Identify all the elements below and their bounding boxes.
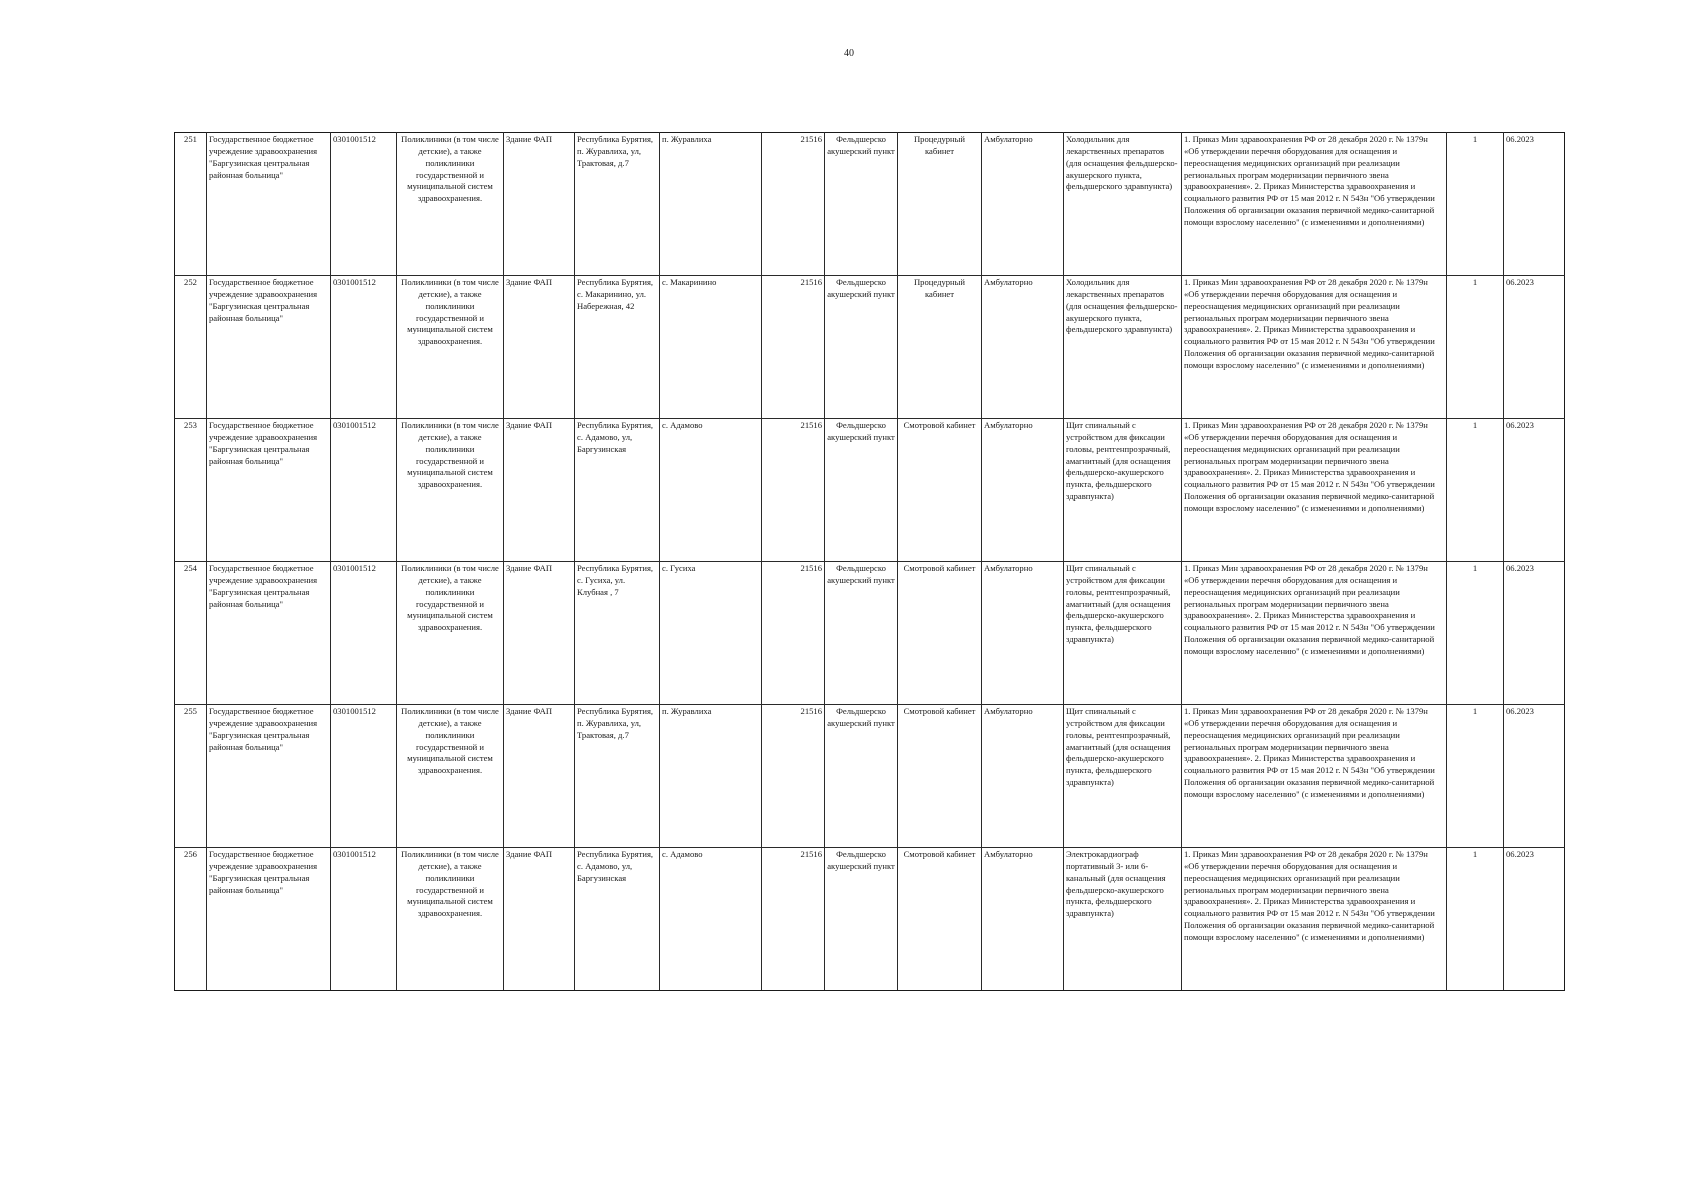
equipment-cell: Электрокардиограф портативный 3- или 6-канальный (для оснащения фельдшерско-акушерского пункта, фельдшерского здравпункта) bbox=[1064, 848, 1182, 991]
care-mode-cell: Амбулаторно bbox=[982, 562, 1064, 705]
room-cell: Процедурный кабинет bbox=[898, 133, 982, 276]
care-mode-cell: Амбулаторно bbox=[982, 848, 1064, 991]
row-number-cell: 252 bbox=[175, 276, 207, 419]
quantity-cell: 1 bbox=[1447, 276, 1504, 419]
unit-cell: Фельдшерско акушерский пункт bbox=[825, 276, 898, 419]
room-cell: Смотровой кабинет bbox=[898, 705, 982, 848]
building-cell: Здание ФАП bbox=[504, 848, 575, 991]
building-cell: Здание ФАП bbox=[504, 276, 575, 419]
building-cell: Здание ФАП bbox=[504, 133, 575, 276]
facility-type-cell: Поликлиники (в том числе детские), а также поликлиники государственной и муниципальной систем здравоохранения. bbox=[397, 419, 504, 562]
care-mode-cell: Амбулаторно bbox=[982, 133, 1064, 276]
date-cell: 06.2023 bbox=[1504, 133, 1565, 276]
room-cell: Смотровой кабинет bbox=[898, 848, 982, 991]
equipment-cell: Холодильник для лекарственных препаратов (для оснащения фельдшерско-акушерского пункта, фельдшерского здравпункта) bbox=[1064, 276, 1182, 419]
row-number-cell: 254 bbox=[175, 562, 207, 705]
legal-basis-cell: 1. Приказ Мин здравоохранения РФ от 28 декабря 2020 г. № 1379н «Об утверждении перечня оборудования для оснащения и переоснащения медицинских организаций при реализации региональных програм модернизации первичного звена здравоохранения». 2. Приказ Министерства здравоохранения и социального развития РФ от 15 мая 2012 г. N 543н "Об утверждении Положения об организации оказания первичной медико-санитарной помощи взрослому населению" (с изменениями и дополнениями) bbox=[1182, 705, 1447, 848]
unit-cell: Фельдшерско акушерский пункт bbox=[825, 562, 898, 705]
room-cell: Смотровой кабинет bbox=[898, 562, 982, 705]
address-cell: Республика Бурятия, п. Журавлиха, ул, Трактовая, д.7 bbox=[575, 705, 660, 848]
quantity-cell: 1 bbox=[1447, 848, 1504, 991]
legal-basis-cell: 1. Приказ Мин здравоохранения РФ от 28 декабря 2020 г. № 1379н «Об утверждении перечня оборудования для оснащения и переоснащения медицинских организаций при реализации региональных програм модернизации первичного звена здравоохранения». 2. Приказ Министерства здравоохранения и социального развития РФ от 15 мая 2012 г. N 543н "Об утверждении Положения об организации оказания первичной медико-санитарной помощи взрослому населению" (с изменениями и дополнениями) bbox=[1182, 419, 1447, 562]
equipment-cell: Щит спинальный с устройством для фиксации головы, рентгенпрозрачный, амагнитный (для оснащения фельдшерско-акушерского пункта, фельдшерского здравпункта) bbox=[1064, 705, 1182, 848]
room-cell: Процедурный кабинет bbox=[898, 276, 982, 419]
kpp-cell: 0301001512 bbox=[331, 705, 397, 848]
locality-cell: с. Адамово bbox=[660, 848, 762, 991]
care-mode-cell: Амбулаторно bbox=[982, 276, 1064, 419]
organization-cell: Государственное бюджетное учреждение здравоохранения "Баргузинская центральная районная больница" bbox=[207, 705, 331, 848]
quantity-cell: 1 bbox=[1447, 705, 1504, 848]
code-cell: 21516 bbox=[762, 419, 825, 562]
locality-cell: с. Гусиха bbox=[660, 562, 762, 705]
table-row bbox=[175, 705, 1565, 848]
quantity-cell: 1 bbox=[1447, 562, 1504, 705]
page-number: 40 bbox=[844, 48, 854, 59]
locality-cell: п. Журавлиха bbox=[660, 133, 762, 276]
row-number-cell: 253 bbox=[175, 419, 207, 562]
table-row bbox=[175, 419, 1565, 562]
organization-cell: Государственное бюджетное учреждение здравоохранения "Баргузинская центральная районная больница" bbox=[207, 419, 331, 562]
unit-cell: Фельдшерско акушерский пункт bbox=[825, 133, 898, 276]
kpp-cell: 0301001512 bbox=[331, 419, 397, 562]
kpp-cell: 0301001512 bbox=[331, 562, 397, 705]
locality-cell: с. Макаринино bbox=[660, 276, 762, 419]
legal-basis-cell: 1. Приказ Мин здравоохранения РФ от 28 декабря 2020 г. № 1379н «Об утверждении перечня оборудования для оснащения и переоснащения медицинских организаций при реализации региональных програм модернизации первичного звена здравоохранения». 2. Приказ Министерства здравоохранения и социального развития РФ от 15 мая 2012 г. N 543н "Об утверждении Положения об организации оказания первичной медико-санитарной помощи взрослому населению" (с изменениями и дополнениями) bbox=[1182, 848, 1447, 991]
equipment-register-table bbox=[174, 132, 1565, 991]
legal-basis-cell: 1. Приказ Мин здравоохранения РФ от 28 декабря 2020 г. № 1379н «Об утверждении перечня оборудования для оснащения и переоснащения медицинских организаций при реализации региональных програм модернизации первичного звена здравоохранения». 2. Приказ Министерства здравоохранения и социального развития РФ от 15 мая 2012 г. N 543н "Об утверждении Положения об организации оказания первичной медико-санитарной помощи взрослому населению" (с изменениями и дополнениями) bbox=[1182, 133, 1447, 276]
organization-cell: Государственное бюджетное учреждение здравоохранения "Баргузинская центральная районная больница" bbox=[207, 848, 331, 991]
date-cell: 06.2023 bbox=[1504, 276, 1565, 419]
care-mode-cell: Амбулаторно bbox=[982, 419, 1064, 562]
table-row bbox=[175, 276, 1565, 419]
organization-cell: Государственное бюджетное учреждение здравоохранения "Баргузинская центральная районная больница" bbox=[207, 276, 331, 419]
facility-type-cell: Поликлиники (в том числе детские), а также поликлиники государственной и муниципальной систем здравоохранения. bbox=[397, 276, 504, 419]
equipment-cell: Холодильник для лекарственных препаратов (для оснащения фельдшерско-акушерского пункта, фельдшерского здравпункта) bbox=[1064, 133, 1182, 276]
care-mode-cell: Амбулаторно bbox=[982, 705, 1064, 848]
row-number-cell: 255 bbox=[175, 705, 207, 848]
address-cell: Республика Бурятия, с. Гусиха, ул. Клубная , 7 bbox=[575, 562, 660, 705]
row-number-cell: 251 bbox=[175, 133, 207, 276]
facility-type-cell: Поликлиники (в том числе детские), а также поликлиники государственной и муниципальной систем здравоохранения. bbox=[397, 562, 504, 705]
unit-cell: Фельдшерско акушерский пункт bbox=[825, 419, 898, 562]
building-cell: Здание ФАП bbox=[504, 562, 575, 705]
building-cell: Здание ФАП bbox=[504, 419, 575, 562]
facility-type-cell: Поликлиники (в том числе детские), а также поликлиники государственной и муниципальной систем здравоохранения. bbox=[397, 705, 504, 848]
table-row bbox=[175, 562, 1565, 705]
address-cell: Республика Бурятия, с. Адамово, ул, Баргузинская bbox=[575, 848, 660, 991]
locality-cell: п. Журавлиха bbox=[660, 705, 762, 848]
building-cell: Здание ФАП bbox=[504, 705, 575, 848]
date-cell: 06.2023 bbox=[1504, 705, 1565, 848]
code-cell: 21516 bbox=[762, 276, 825, 419]
date-cell: 06.2023 bbox=[1504, 562, 1565, 705]
code-cell: 21516 bbox=[762, 848, 825, 991]
organization-cell: Государственное бюджетное учреждение здравоохранения "Баргузинская центральная районная больница" bbox=[207, 133, 331, 276]
kpp-cell: 0301001512 bbox=[331, 276, 397, 419]
room-cell: Смотровой кабинет bbox=[898, 419, 982, 562]
date-cell: 06.2023 bbox=[1504, 848, 1565, 991]
quantity-cell: 1 bbox=[1447, 133, 1504, 276]
equipment-cell: Щит спинальный с устройством для фиксации головы, рентгенпрозрачный, амагнитный (для оснащения фельдшерско-акушерского пункта, фельдшерского здравпункта) bbox=[1064, 562, 1182, 705]
code-cell: 21516 bbox=[762, 133, 825, 276]
kpp-cell: 0301001512 bbox=[331, 848, 397, 991]
code-cell: 21516 bbox=[762, 705, 825, 848]
row-number-cell: 256 bbox=[175, 848, 207, 991]
table-row bbox=[175, 133, 1565, 276]
organization-cell: Государственное бюджетное учреждение здравоохранения "Баргузинская центральная районная больница" bbox=[207, 562, 331, 705]
facility-type-cell: Поликлиники (в том числе детские), а также поликлиники государственной и муниципальной систем здравоохранения. bbox=[397, 848, 504, 991]
kpp-cell: 0301001512 bbox=[331, 133, 397, 276]
unit-cell: Фельдшерско акушерский пункт bbox=[825, 848, 898, 991]
quantity-cell: 1 bbox=[1447, 419, 1504, 562]
table-row bbox=[175, 848, 1565, 991]
code-cell: 21516 bbox=[762, 562, 825, 705]
address-cell: Республика Бурятия, п. Журавлиха, ул, Трактовая, д.7 bbox=[575, 133, 660, 276]
legal-basis-cell: 1. Приказ Мин здравоохранения РФ от 28 декабря 2020 г. № 1379н «Об утверждении перечня оборудования для оснащения и переоснащения медицинских организаций при реализации региональных програм модернизации первичного звена здравоохранения». 2. Приказ Министерства здравоохранения и социального развития РФ от 15 мая 2012 г. N 543н "Об утверждении Положения об организации оказания первичной медико-санитарной помощи взрослому населению" (с изменениями и дополнениями) bbox=[1182, 562, 1447, 705]
address-cell: Республика Бурятия, с. Макаринино, ул. Набережная, 42 bbox=[575, 276, 660, 419]
legal-basis-cell: 1. Приказ Мин здравоохранения РФ от 28 декабря 2020 г. № 1379н «Об утверждении перечня оборудования для оснащения и переоснащения медицинских организаций при реализации региональных програм модернизации первичного звена здравоохранения». 2. Приказ Министерства здравоохранения и социального развития РФ от 15 мая 2012 г. N 543н "Об утверждении Положения об организации оказания первичной медико-санитарной помощи взрослому населению" (с изменениями и дополнениями) bbox=[1182, 276, 1447, 419]
facility-type-cell: Поликлиники (в том числе детские), а также поликлиники государственной и муниципальной систем здравоохранения. bbox=[397, 133, 504, 276]
date-cell: 06.2023 bbox=[1504, 419, 1565, 562]
locality-cell: с. Адамово bbox=[660, 419, 762, 562]
address-cell: Республика Бурятия, с. Адамово, ул, Баргузинская bbox=[575, 419, 660, 562]
register-body bbox=[175, 133, 1565, 991]
equipment-cell: Щит спинальный с устройством для фиксации головы, рентгенпрозрачный, амагнитный (для оснащения фельдшерско-акушерского пункта, фельдшерского здравпункта) bbox=[1064, 419, 1182, 562]
unit-cell: Фельдшерско акушерский пункт bbox=[825, 705, 898, 848]
